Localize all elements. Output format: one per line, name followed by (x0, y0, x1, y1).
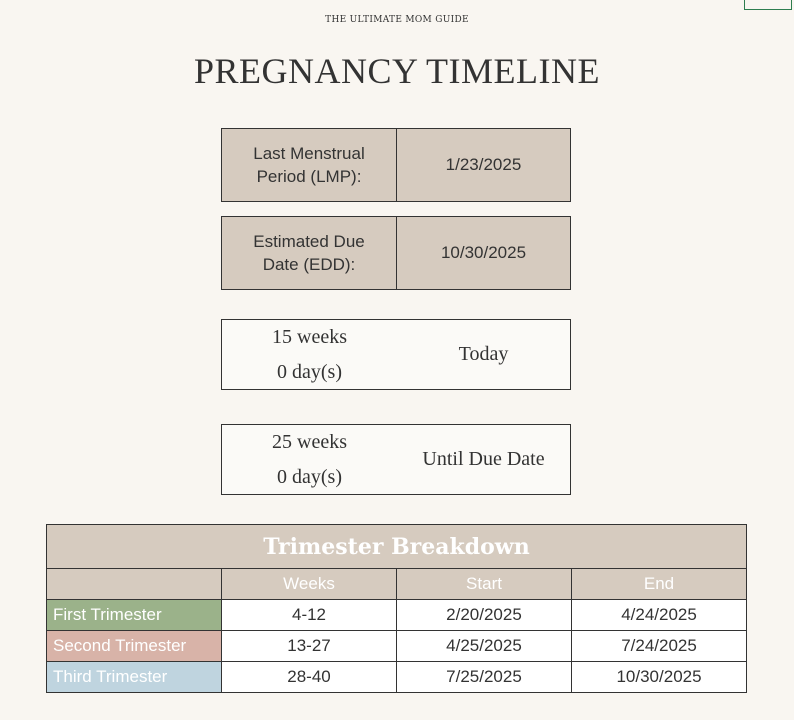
trimester-weeks: 28-40 (222, 662, 397, 693)
trimester-start: 7/25/2025 (397, 662, 572, 693)
today-row (221, 319, 571, 390)
today-days: 0 day(s) (277, 360, 342, 383)
trimester-start: 2/20/2025 (397, 600, 572, 631)
until-due-weeks: 25 weeks (272, 430, 347, 453)
trimester-end: 4/24/2025 (572, 600, 747, 631)
table-row-first-trimester (47, 600, 747, 631)
column-header-weeks: Weeks (222, 569, 397, 600)
trimester-weeks: 4-12 (222, 600, 397, 631)
edd-label: Estimated Due Date (EDD): (222, 217, 397, 289)
today-duration (222, 320, 397, 389)
trimester-column-headers (47, 569, 747, 600)
edd-value: 10/30/2025 (440, 243, 527, 262)
edd-row (221, 216, 571, 290)
column-header-start: Start (397, 569, 572, 600)
page-title: PREGNANCY TIMELINE (194, 51, 600, 91)
trimester-table (46, 524, 747, 693)
lmp-label: Last Menstrual Period (LMP): (222, 129, 397, 201)
trimester-name: Third Trimester (47, 662, 222, 693)
trimester-weeks: 13-27 (222, 631, 397, 662)
table-row-third-trimester (47, 662, 747, 693)
column-header-end: End (572, 569, 747, 600)
today-caption: Today (458, 343, 509, 365)
trimester-table-title: Trimester Breakdown (47, 525, 747, 569)
column-header-blank (47, 569, 222, 600)
until-due-days: 0 day(s) (277, 465, 342, 488)
lmp-row (221, 128, 571, 202)
brand-label: THE ULTIMATE MOM GUIDE (325, 15, 469, 25)
until-due-row (221, 424, 571, 495)
lmp-value-cell[interactable]: 1/23/2025 (445, 155, 522, 174)
until-due-caption: Until Due Date (422, 448, 545, 470)
table-row-second-trimester (47, 631, 747, 662)
trimester-name: First Trimester (47, 600, 222, 631)
trimester-name: Second Trimester (47, 631, 222, 662)
today-weeks: 15 weeks (272, 325, 347, 348)
until-due-duration (222, 425, 397, 494)
cell-selection-frame (744, 0, 792, 10)
trimester-start: 4/25/2025 (397, 631, 572, 662)
trimester-end: 7/24/2025 (572, 631, 747, 662)
trimester-end: 10/30/2025 (572, 662, 747, 693)
